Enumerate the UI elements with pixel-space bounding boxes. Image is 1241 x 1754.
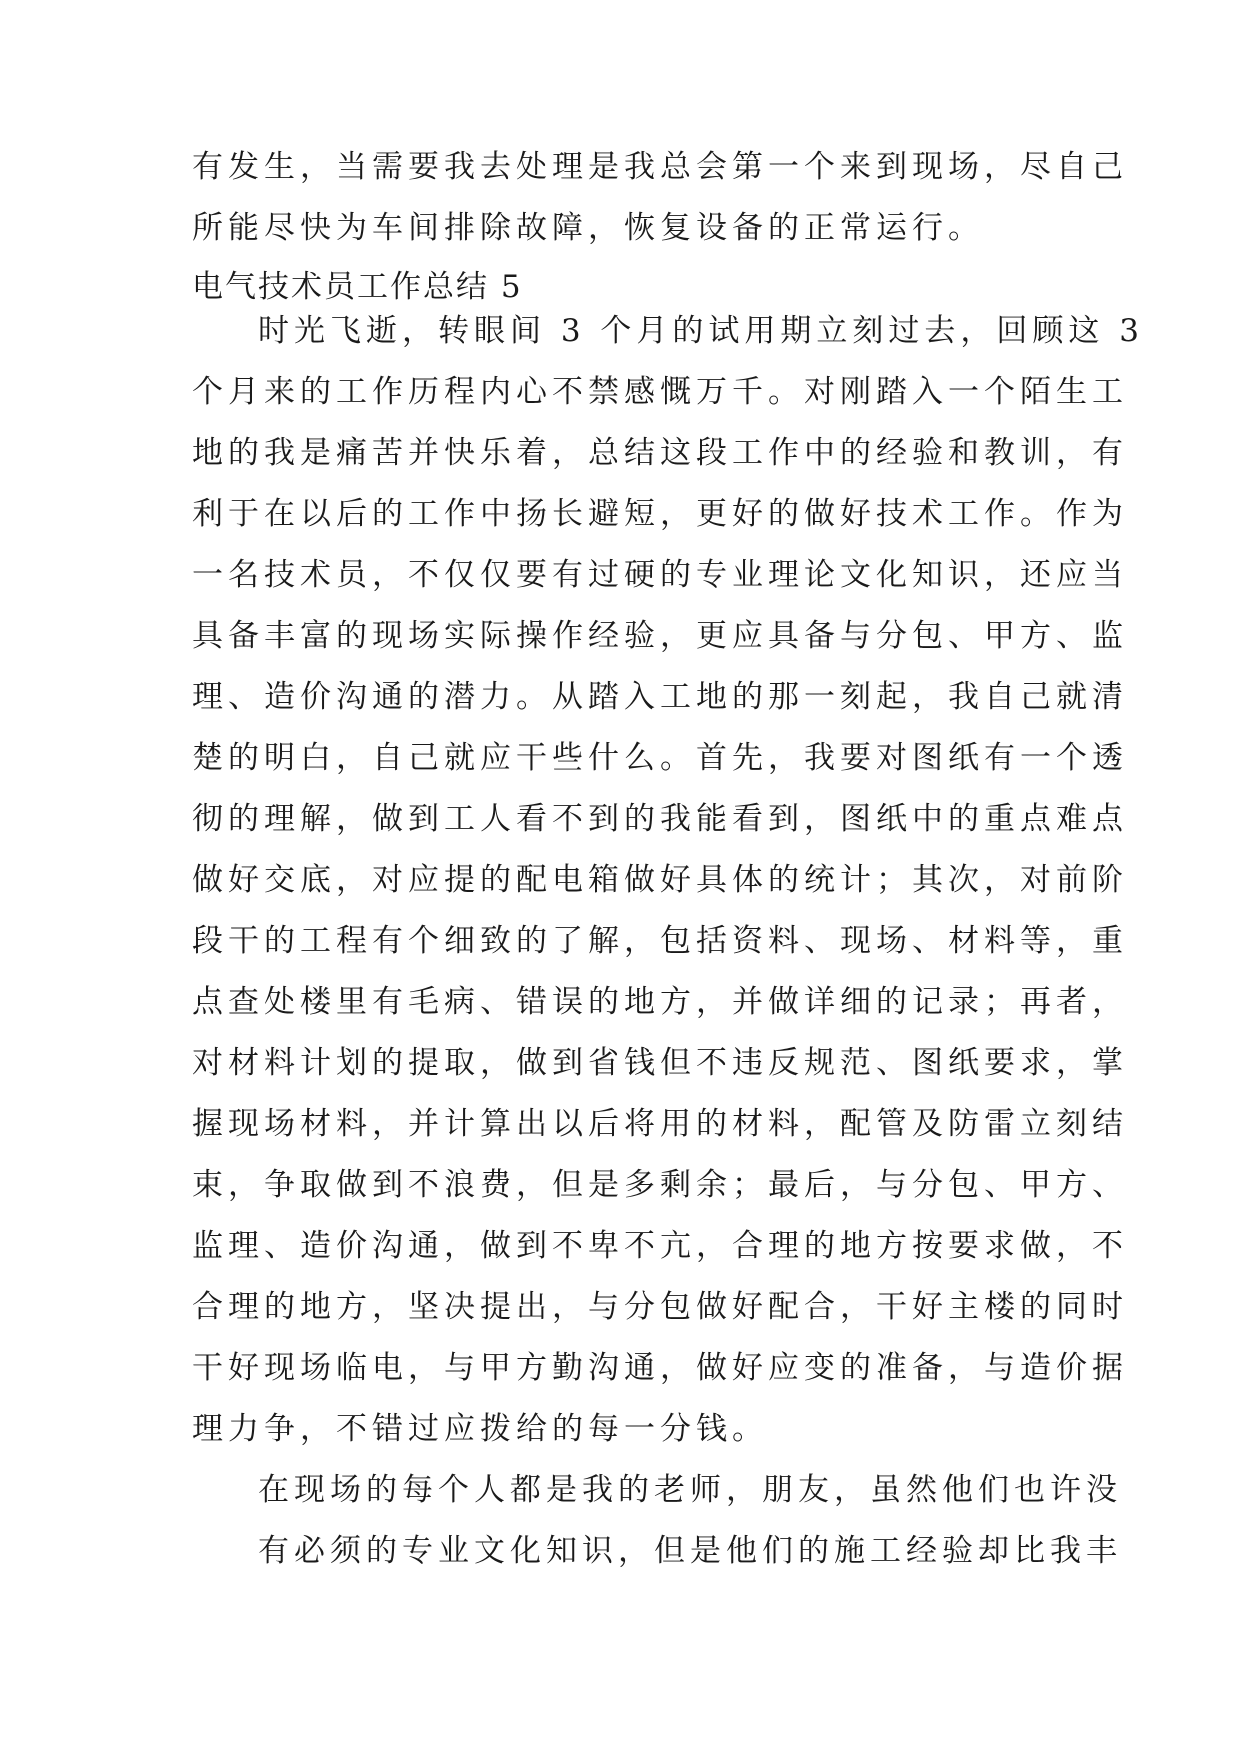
text-line: 理力争，不错过应拨给的每一分钱。 xyxy=(192,1411,768,1447)
text-line: 有发生，当需要我去处理是我总会第一个来到现场，尽自己 xyxy=(192,149,1128,185)
text-line: 个月来的工作历程内心不禁感慨万千。对刚踏入一个陌生工 xyxy=(192,374,1128,410)
text-line: 地的我是痛苦并快乐着，总结这段工作中的经验和教训，有 xyxy=(192,435,1128,471)
paragraph-2 xyxy=(192,1460,1122,1582)
text-line: 理、造价沟通的潜力。从踏入工地的那一刻起，我自己就清 xyxy=(192,679,1128,715)
text-line: 束，争取做到不浪费，但是多剩余；最后，与分包、甲方、 xyxy=(192,1167,1128,1203)
text-line: 彻的理解，做到工人看不到的我能看到，图纸中的重点难点 xyxy=(192,801,1128,837)
text-line: 时光飞逝，转眼间 3 个月的试用期立刻过去，回顾这 3 xyxy=(258,313,1145,349)
text-line: 具备丰富的现场实际操作经验，更应具备与分包、甲方、监 xyxy=(192,618,1128,654)
text-line: 一名技术员，不仅仅要有过硬的专业理论文化知识，还应当 xyxy=(192,557,1128,593)
paragraph-1 xyxy=(192,301,1145,1460)
text-line: 监理、造价沟通，做到不卑不亢，合理的地方按要求做，不 xyxy=(192,1228,1128,1264)
text-line: 有必须的专业文化知识，但是他们的施工经验却比我丰 xyxy=(258,1533,1122,1569)
text-line: 所能尽快为车间排除故障，恢复设备的正常运行。 xyxy=(192,210,984,246)
text-line: 握现场材料，并计算出以后将用的材料，配管及防雷立刻结 xyxy=(192,1106,1128,1142)
text-line: 干好现场临电，与甲方勤沟通，做好应变的准备，与造价据 xyxy=(192,1350,1128,1386)
text-line: 点查处楼里有毛病、错误的地方，并做详细的记录；再者， xyxy=(192,984,1128,1020)
heading-text: 电气技术员工作总结 5 xyxy=(192,269,523,305)
previous-paragraph xyxy=(192,137,1128,259)
text-line: 合理的地方，坚决提出，与分包做好配合，干好主楼的同时 xyxy=(192,1289,1128,1325)
text-line: 利于在以后的工作中扬长避短，更好的做好技术工作。作为 xyxy=(192,496,1128,532)
text-line: 在现场的每个人都是我的老师，朋友，虽然他们也许没 xyxy=(258,1472,1122,1508)
text-line: 对材料计划的提取，做到省钱但不违反规范、图纸要求，掌 xyxy=(192,1045,1128,1081)
text-line: 段干的工程有个细致的了解，包括资料、现场、材料等，重 xyxy=(192,923,1128,959)
text-line: 做好交底，对应提的配电箱做好具体的统计；其次，对前阶 xyxy=(192,862,1128,898)
text-line: 楚的明白，自己就应干些什么。首先，我要对图纸有一个透 xyxy=(192,740,1128,776)
